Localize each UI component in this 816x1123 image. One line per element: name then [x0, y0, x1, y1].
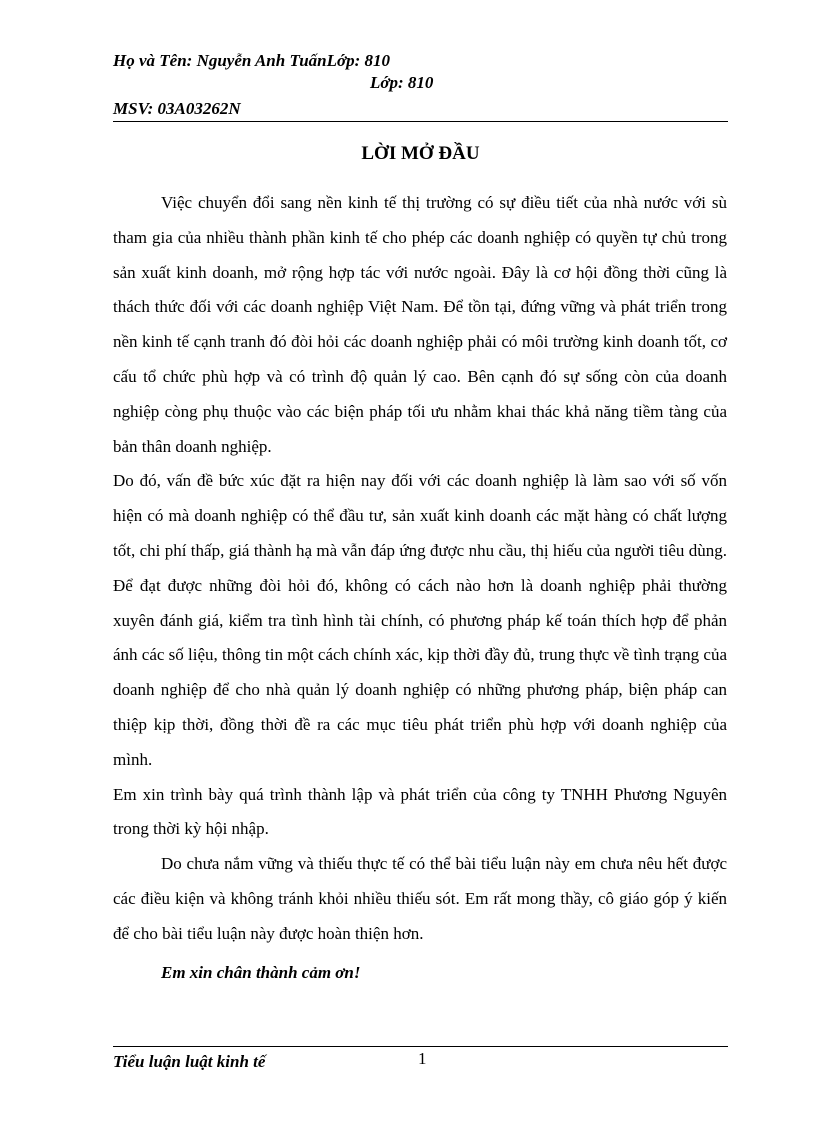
document-body — [113, 186, 727, 990]
class-label: Lớp: 810 — [370, 73, 434, 92]
paragraph-1: Việc chuyển đổi sang nền kinh tế thị trường có sự điều tiết của nhà nước với sù tham gia của nhiều thành phần kinh tế cho phép các doanh nghiệp có quyền tự chủ trong sản xuất kinh doanh, mở rộng hợp tác với nước ngoài. Đây là cơ hội đồng thời cũng là thách thức đối với các doanh nghiệp Việt Nam. Để tồn tại, đứng vững và phát triển trong nền kinh tế cạnh tranh đó đòi hỏi các doanh nghiệp phải có môi trường kinh doanh tốt, cơ cấu tổ chức phù hợp và có trình độ quản lý cao. Bên cạnh đó sự sống còn của doanh nghiệp còng phụ thuộc vào các biện pháp tối ưu nhằm khai thác khả năng tiềm tàng của bản thân doanh nghiệp. — [113, 193, 727, 456]
paragraph-3: Em xin trình bày quá trình thành lập và phát triển của công ty TNHH Phương Nguyên trong thời kỳ hội nhập. — [113, 784, 727, 839]
student-id: MSV: 03A03262N — [113, 99, 241, 118]
student-name-class: Họ và Tên: Nguyễn Anh TuấnLớp: 810 — [113, 51, 391, 70]
document-header — [113, 50, 728, 120]
paragraph-4: Do chưa nắm vững và thiếu thực tế có thể bài tiểu luận này em chưa nêu hết được các điều kiện và không tránh khỏi nhiều thiếu sót. Em rất mong thầy, cô giáo góp ý kiến để cho bài tiểu luận này được hoàn thiện hơn. — [113, 854, 727, 943]
closing-line: Em xin chân thành cảm ơn! — [161, 962, 361, 982]
paragraph-2: Do đó, vấn đề bức xúc đặt ra hiện nay đối với các doanh nghiệp là làm sao với số vốn hiện có mà doanh nghiệp có thể đầu tư, sản xuất kinh doanh các mặt hàng có chất lượng tốt, chi phí thấp, giá thành hạ mà vẫn đáp ứng được nhu cầu, thị hiếu của người tiêu dùng. Để đạt được những đòi hỏi đó, không có cách nào hơn là doanh nghiệp phải thường xuyên đánh giá, kiểm tra tình hình tài chính, có phương pháp kế toán thích hợp để phản ánh các số liệu, thông tin một cách chính xác, kịp thời đầy đủ, trung thực về tình trạng của doanh nghiệp để cho nhà quản lý doanh nghiệp có những phương pháp, biện pháp can thiệp kịp thời, đồng thời đề ra các mục tiêu phát triển phù hợp với doanh nghiệp của mình. — [113, 471, 727, 769]
page-title: LỜI MỞ ĐẦU — [361, 143, 480, 164]
page-number: 1 — [418, 1049, 427, 1068]
header-divider — [113, 121, 728, 122]
footer-divider — [113, 1046, 728, 1047]
footer-title: Tiểu luận luật kinh tế — [113, 1052, 266, 1071]
